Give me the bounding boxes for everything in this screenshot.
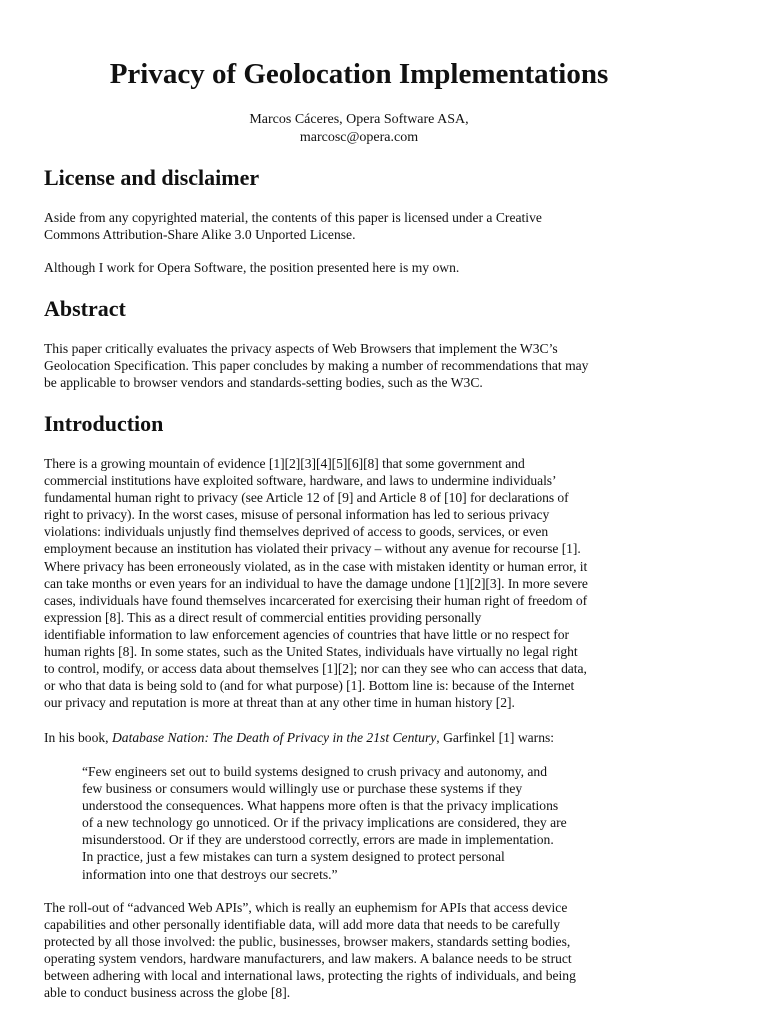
text-line: This paper critically evaluates the privacy aspects of Web Browsers that implement the W3C’s [44, 341, 558, 356]
text-line: cases, individuals have found themselves incarcerated for exercising their human right of freedom of [44, 592, 588, 608]
text-line: fundamental human right to privacy (see Article 12 of [9] and Article 8 of [10] for declarations of [44, 490, 569, 506]
quote-line: information into one that destroys our secrets.” [82, 866, 338, 882]
text-line: between adhering with local and international laws, protecting the rights of individuals, and being [44, 968, 576, 984]
abstract-paragraph [44, 340, 682, 391]
text-line: human rights [8]. In some states, such as the United States, individuals have virtually no legal right [44, 644, 578, 660]
text-line: our privacy and reputation is more at threat than at any other time in human history [2]. [44, 695, 515, 711]
text-line: operating system vendors, hardware manufacturers, and law makers. A balance needs to be struct [44, 951, 572, 967]
book-title: Database Nation: The Death of Privacy in the 21st Century [111, 730, 437, 745]
quote-line: understood the consequences. What happens more often is that the privacy implications [82, 798, 559, 814]
text-line: Where privacy has been erroneously violated, as in the case with mistaken identity or human error, it [44, 558, 588, 574]
quote-line: misunderstood. Or if they are understood correctly, errors are made in implementation. [82, 832, 554, 848]
quote-line: of a new technology go unnoticed. Or if the privacy implications are considered, they are [82, 815, 567, 831]
text-line: identifiable information to law enforcement agencies of countries that have little or no respect for [44, 626, 569, 642]
text-line: to control, modify, or access data about themselves [1][2]; nor can they see who can access that data, [44, 661, 587, 677]
introduction-paragraph-1 [44, 455, 682, 711]
license-paragraph-2 [44, 259, 682, 276]
abstract-heading: Abstract [44, 296, 126, 321]
text-line: protected by all those involved: the public, businesses, browser makers, standards setting bodies, [44, 934, 571, 950]
text-line: Although I work for Opera Software, the position presented here is my own. [44, 260, 460, 275]
quote-line: In practice, just a few mistakes can turn a system designed to protect personal [82, 849, 505, 865]
author-email: marcosc@opera.com [299, 130, 419, 145]
quote-line: “Few engineers set out to build systems designed to crush privacy and autonomy, and [82, 764, 547, 779]
author-block [44, 111, 674, 147]
text-line: The roll-out of “advanced Web APIs”, which is really an euphemism for APIs that access device [44, 900, 568, 915]
text-line: able to conduct business across the globe [8]. [44, 985, 291, 1001]
introduction-paragraph-2 [44, 729, 682, 746]
text-line: expression [8]. This as a direct result of commercial entities providing personally [44, 609, 482, 625]
garfinkel-quote [82, 763, 682, 883]
text-line: Aside from any copyrighted material, the contents of this paper is licensed under a Creative [44, 210, 542, 225]
text-line: violations: individuals unjustly find themselves deprived of access to goods, services, or even [44, 524, 549, 540]
paper-title: Privacy of Geolocation Implementations [109, 58, 609, 90]
text-run: In his book, [44, 730, 112, 745]
text-line: Commons Attribution-Share Alike 3.0 Unported License. [44, 227, 356, 243]
text-line: employment because an institution has violated their privacy – without any avenue for recourse [1]. [44, 541, 581, 557]
license-paragraph-1 [44, 209, 682, 243]
text-line: There is a growing mountain of evidence [1][2][3][4][5][6][8] that some government and [44, 456, 525, 471]
text-line: or who that data is being sold to (and for what purpose) [1]. Bottom line is: because of the Internet [44, 678, 575, 694]
text-line [44, 729, 682, 746]
license-heading: License and disclaimer [44, 165, 260, 190]
introduction-paragraph-3 [44, 899, 682, 1002]
quote-line: few business or consumers would willingly use or purchase these systems if they [82, 781, 523, 797]
introduction-heading: Introduction [44, 411, 164, 436]
text-line: can take months or even years for an individual to have the damage undone [1][2][3]. In more severe [44, 575, 588, 591]
text-line: be applicable to browser vendors and standards-setting bodies, such as the W3C. [44, 375, 483, 391]
text-line: right to privacy). In the worst cases, misuse of personal information has led to serious privacy [44, 507, 550, 523]
text-line: Geolocation Specification. This paper concludes by making a number of recommendations that may [44, 358, 589, 374]
text-run: , Garfinkel [1] warns: [436, 730, 555, 745]
author-name-affiliation: Marcos Cáceres, Opera Software ASA, [249, 112, 469, 127]
text-line: commercial institutions have exploited software, hardware, and laws to undermine individuals’ [44, 473, 557, 489]
text-line: capabilities and other personally identifiable data, will add more data that needs to be carefully [44, 917, 560, 933]
